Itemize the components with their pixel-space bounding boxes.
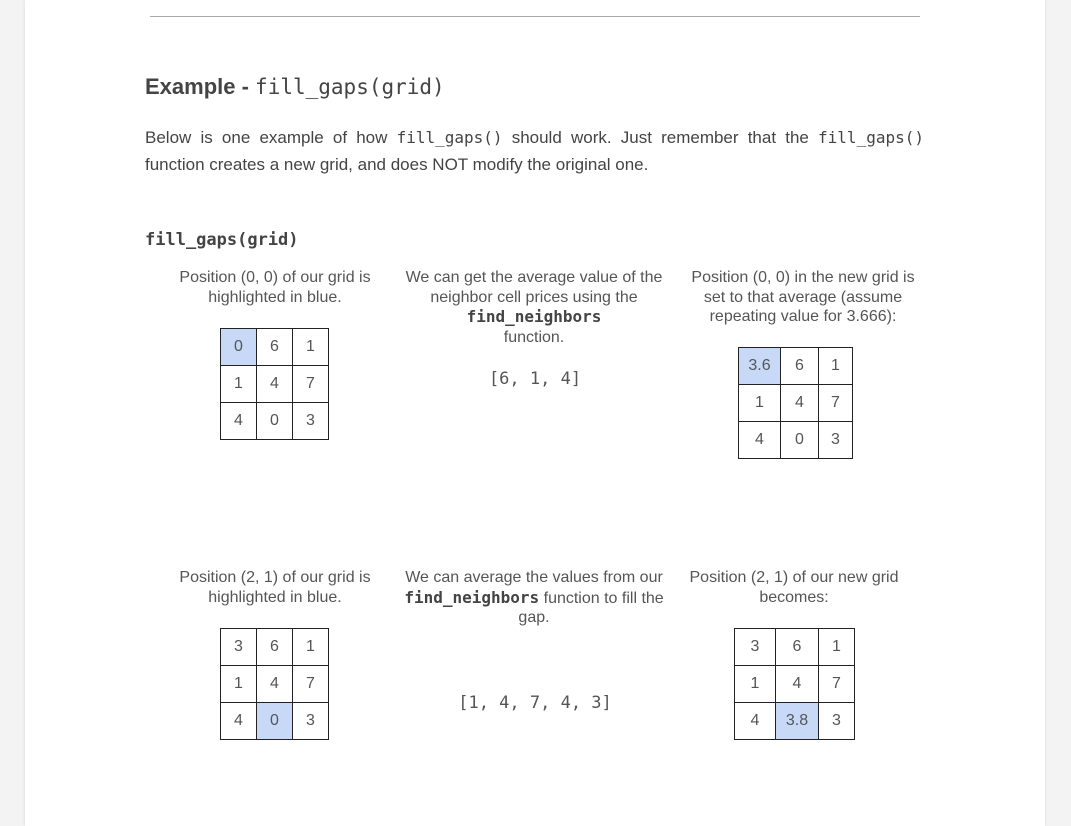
intro-code-2: fill_gaps() (818, 128, 924, 147)
grid-cell: 3 (819, 422, 853, 459)
grid-cell: 1 (735, 666, 776, 703)
grid-cell: 3 (735, 629, 776, 666)
caption-text: We can get the average value of the neighbor cell prices using the (405, 269, 663, 306)
ex2-middle-caption (403, 568, 665, 628)
ex1-left-caption: Position (0, 0) of our grid is highlighted in blue. (179, 269, 371, 306)
document-page (25, 0, 1045, 826)
grid-row (221, 666, 329, 703)
ex2-new-grid (734, 628, 855, 740)
ex2-neighbor-list: [1, 4, 7, 4, 3] (458, 693, 612, 713)
caption-code: find_neighbors (466, 307, 602, 326)
heading-code: fill_gaps(grid) (255, 75, 445, 99)
grid-cell: 7 (819, 385, 853, 422)
grid-cell: 1 (293, 629, 329, 666)
grid-cell: 4 (221, 703, 257, 740)
grid-row (221, 403, 329, 440)
grid-cell: 4 (221, 403, 257, 440)
grid-cell: 4 (739, 422, 781, 459)
ex1-right-caption: Position (0, 0) in the new grid is set to that average (assume repeating value for 3.666): (691, 269, 915, 325)
heading-prefix: Example - (145, 74, 256, 99)
grid-cell: 6 (776, 629, 819, 666)
grid-row (739, 348, 853, 385)
grid-cell: 1 (221, 366, 257, 403)
grid-cell-highlighted: 0 (221, 329, 257, 366)
ex1-new-grid (738, 347, 853, 459)
intro-text-1: Below is one example of how (145, 128, 397, 147)
grid-row (221, 329, 329, 366)
grid-row (735, 666, 855, 703)
grid-row (739, 422, 853, 459)
grid-cell-highlighted: 0 (257, 703, 293, 740)
grid-row (221, 703, 329, 740)
ex2-left-caption: Position (2, 1) of our grid is highlighted in blue. (179, 569, 371, 606)
grid-row (221, 629, 329, 666)
example-heading (145, 74, 445, 100)
ex2-right-caption: Position (2, 1) of our new grid becomes: (689, 569, 899, 606)
grid-cell: 4 (776, 666, 819, 703)
grid-cell: 6 (781, 348, 819, 385)
grid-cell: 3 (221, 629, 257, 666)
ex1-middle-caption (403, 268, 665, 347)
grid-cell: 7 (293, 366, 329, 403)
grid-row (221, 366, 329, 403)
intro-code-1: fill_gaps() (396, 128, 503, 147)
grid-row (739, 385, 853, 422)
grid-cell: 4 (735, 703, 776, 740)
grid-cell: 1 (221, 666, 257, 703)
grid-cell: 3 (293, 403, 329, 440)
caption-text: function. (503, 328, 565, 346)
grid-cell-highlighted: 3.6 (739, 348, 781, 385)
intro-text-2: should work. Just remember that the (502, 128, 819, 147)
section-label: fill_gaps(grid) (145, 230, 299, 250)
caption-text: function to fill the gap. (518, 589, 664, 626)
grid-cell: 6 (257, 329, 293, 366)
ex1-original-grid (220, 328, 329, 440)
grid-cell: 3 (819, 703, 855, 740)
caption-text: We can average the values from our (405, 569, 663, 586)
grid-cell-highlighted: 3.8 (776, 703, 819, 740)
intro-paragraph (145, 124, 924, 178)
grid-cell: 3 (293, 703, 329, 740)
horizontal-rule (150, 16, 920, 17)
caption-code: find_neighbors (404, 587, 540, 607)
grid-cell: 7 (293, 666, 329, 703)
grid-cell: 4 (257, 366, 293, 403)
grid-cell: 7 (819, 666, 855, 703)
grid-cell: 1 (819, 348, 853, 385)
ex1-neighbor-list: [6, 1, 4] (488, 369, 582, 389)
grid-row (735, 629, 855, 666)
grid-cell: 0 (781, 422, 819, 459)
grid-cell: 1 (293, 329, 329, 366)
grid-cell: 0 (257, 403, 293, 440)
grid-cell: 4 (781, 385, 819, 422)
grid-cell: 1 (819, 629, 855, 666)
grid-cell: 4 (257, 666, 293, 703)
grid-row (735, 703, 855, 740)
intro-text-3: function creates a new grid, and does NOT modify the original one. (145, 155, 649, 174)
grid-cell: 1 (739, 385, 781, 422)
ex2-original-grid (220, 628, 329, 740)
grid-cell: 6 (257, 629, 293, 666)
